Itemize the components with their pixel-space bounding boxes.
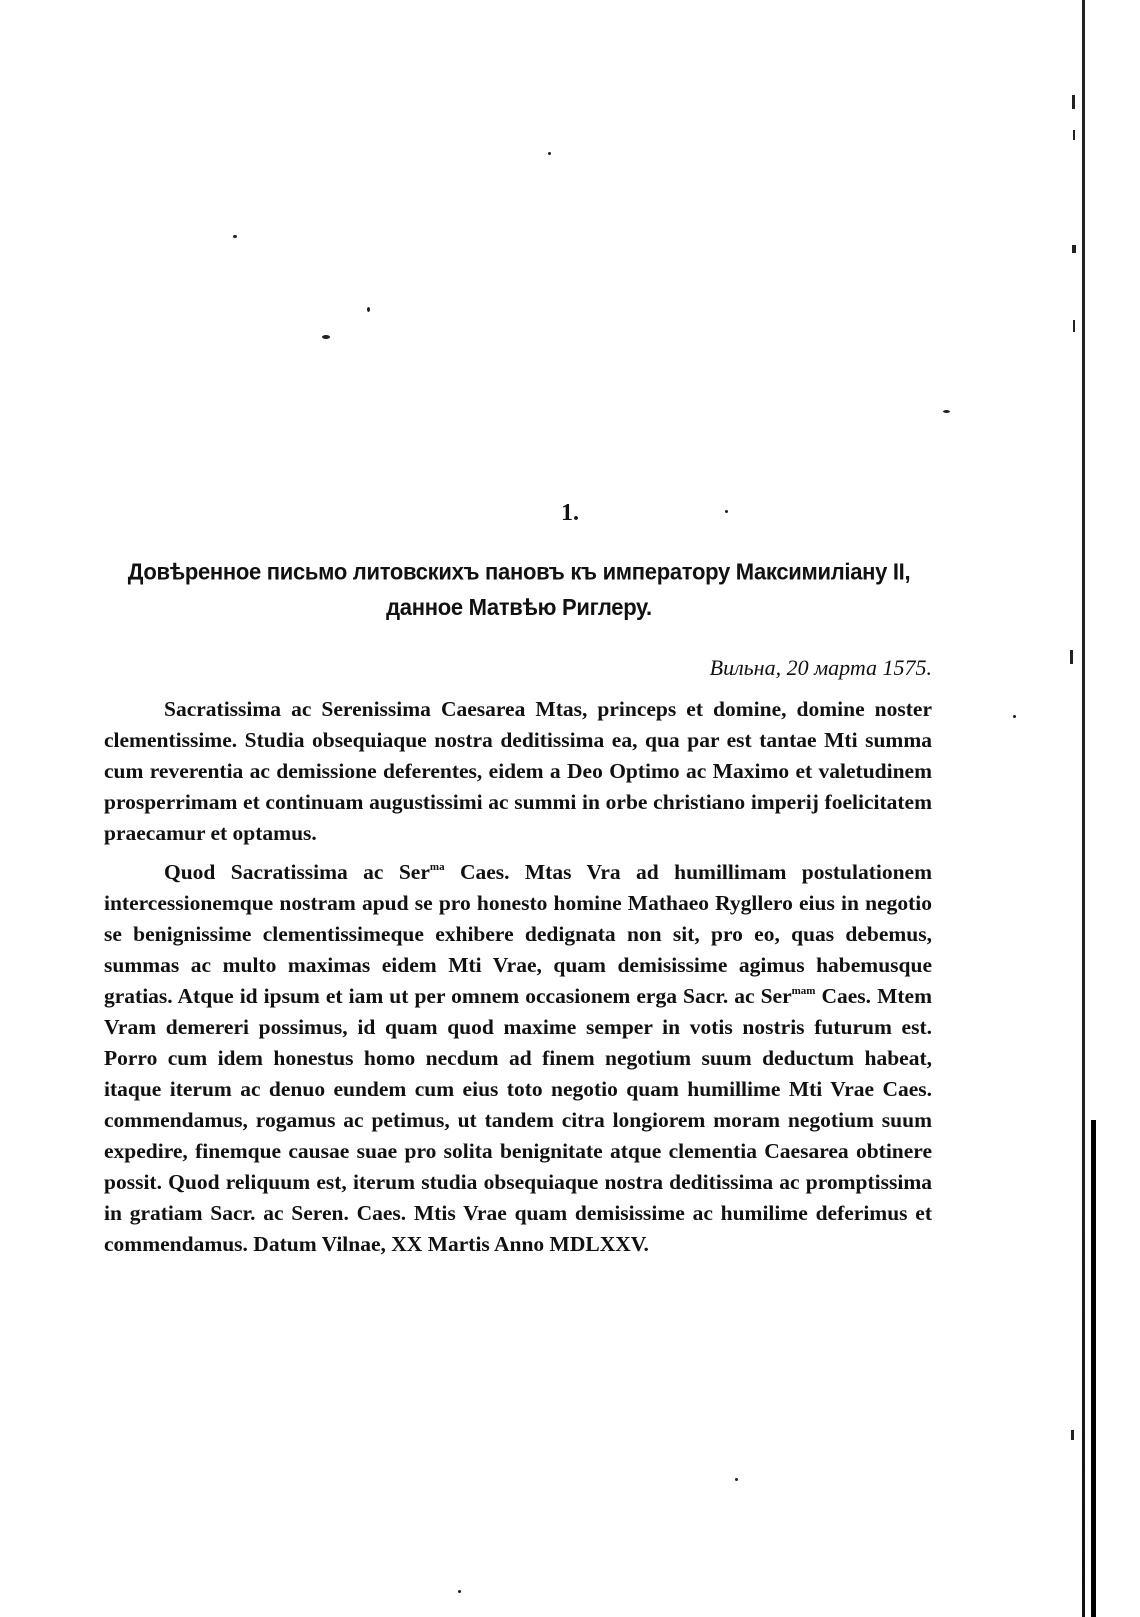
- body-paragraph-2: [104, 857, 932, 1260]
- page-edge-rule: [1082, 0, 1085, 1617]
- edge-speck: [1072, 245, 1076, 253]
- document-title-line-2: данное Матвѣю Риглеру.: [386, 594, 652, 621]
- scan-speck: [322, 335, 330, 339]
- edge-speck: [1071, 1430, 1074, 1440]
- superscript-abbreviation: mam: [791, 985, 816, 997]
- scan-speck: [233, 235, 237, 238]
- scan-speck: [458, 1590, 461, 1593]
- body-text-run: Caes. Mtem Vram demereri possimus, id quam quod maxime semper in votis nostris futurum est. Porro cum idem honestus homo necdum ad finem negotium suum deductum habeat, itaque iterum ac denuo eundem cum eius toto negotio quam humillime Mti Vrae Caes. commendamus, rogamus ac petimus, ut tandem citra longiorem moram negotium suum expedire, finemque causae suae pro solita benignitate atque clementia Caesarea obtinere possit. Quod reliquum est, iterum studia obsequiaque nostra deditissima ac promptissima in gratiam Sacr. ac Seren. Caes. Mtis Vrae quam demisissime ac humilime deferimus et commendamus. Datum Vilnae, XX Martis Anno MDLXXV.: [104, 984, 932, 1256]
- document-title: [104, 554, 934, 625]
- page-edge-shadow: [1091, 1120, 1096, 1617]
- scan-speck: [735, 1478, 738, 1481]
- edge-speck: [1073, 320, 1075, 332]
- document-number: 1.: [561, 500, 579, 526]
- body-text-run: Quod Sacratissima ac Ser: [164, 860, 430, 884]
- scan-speck: [548, 152, 551, 155]
- document-body: [104, 694, 932, 1260]
- edge-speck: [1070, 650, 1073, 664]
- edge-speck: [1072, 95, 1075, 109]
- edge-speck: [1073, 130, 1075, 140]
- scan-speck: [943, 410, 950, 413]
- scan-speck: [1013, 715, 1016, 718]
- body-text-run: Caes. Mtas Vra ad humillimam postulationem intercessionemque nostram apud se pro honesto homine Mathaeo Rygllero eius in negotio se benignissime clementissimeque exhibere dedignata non sit, pro eo, quas debemus, summas ac multo maximas eidem Mti Vrae, quam demisissime agimus habemusque gratias. Atque id ipsum et iam ut per omnem occasionem erga Sacr. ac Ser: [104, 860, 932, 1008]
- body-paragraph-1: Sacratissima ac Serenissima Caesarea Mtas, princeps et domine, domine noster clementissime. Studia obsequiaque nostra deditissima ea, qua par est tantae Mti summa cum reverentia ac demissione deferentes, eidem a Deo Optimo ac Maximo et valetudinem prosperrimam et continuam augustissimi ac summi in orbe christiano imperij foelicitatem praecamur et optamus.: [104, 697, 932, 845]
- document-title-line-1: Довѣренное письмо литовскихъ пановъ къ императору Максимиліану II,: [127, 558, 911, 585]
- place-and-date: Вильна, 20 марта 1575.: [709, 655, 932, 680]
- superscript-abbreviation: ma: [429, 861, 445, 873]
- scan-speck: [367, 307, 370, 312]
